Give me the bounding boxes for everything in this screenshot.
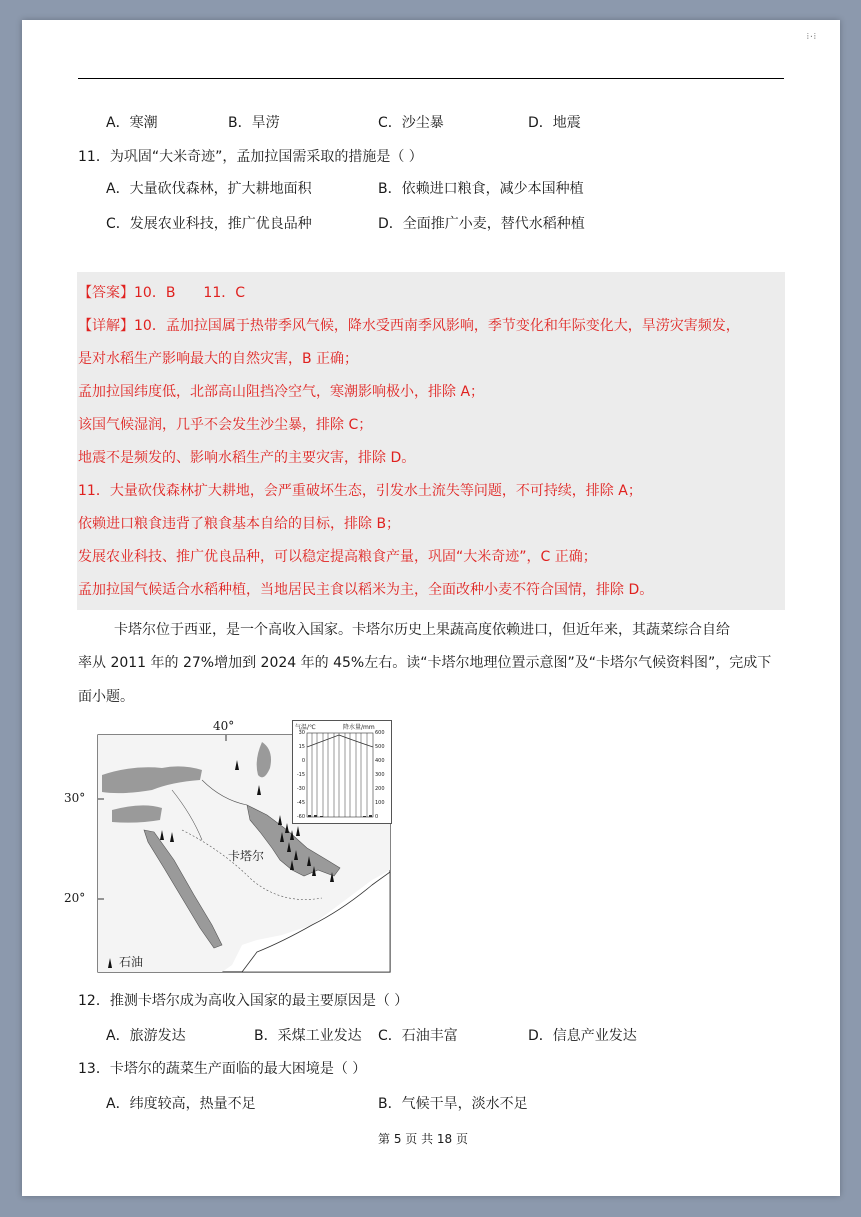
qatar-label: 卡塔尔 bbox=[228, 849, 265, 863]
intro-line: 面小题。 bbox=[78, 689, 134, 705]
answer-detail-line: 孟加拉国纬度低，北部高山阻挡冷空气，寒潮影响极小，排除 A； bbox=[78, 384, 485, 400]
precip-tick-label: 400 bbox=[375, 758, 385, 764]
answer-detail-line: 发展农业科技、推广优良品种，可以稳定提高粮食产量，巩固“大米奇迹”，C 正确； bbox=[78, 549, 597, 565]
climate-temp-title: 气温/℃ bbox=[295, 724, 316, 731]
precip-tick-label: 100 bbox=[375, 800, 385, 806]
precip-tick-label: 200 bbox=[375, 786, 385, 792]
precip-tick-label: 600 bbox=[375, 730, 385, 736]
header-rule bbox=[78, 78, 784, 79]
temp-tick-label: -45 bbox=[296, 800, 305, 806]
temp-tick-label: 0 bbox=[301, 758, 305, 764]
q13-stem: 13．卡塔尔的蔬菜生产面临的最大困境是（ ） bbox=[78, 1061, 367, 1077]
temp-tick-label: 15 bbox=[298, 744, 305, 750]
q11-stem: 11．为巩固“大米奇迹”，孟加拉国需采取的措施是（ ） bbox=[78, 149, 423, 165]
answer-line: 【答案】10．B 11．C bbox=[78, 285, 246, 301]
answer-detail-line: 是对水稻生产影响最大的自然灾害，B 正确； bbox=[78, 351, 359, 367]
q13-option-b: B．气候干旱，淡水不足 bbox=[378, 1096, 528, 1112]
temp-tick-label: -15 bbox=[296, 772, 305, 778]
answer-detail-line: 孟加拉国气候适合水稻种植，当地居民主食以稻米为主，全面改种小麦不符合国情，排除 D。 bbox=[78, 582, 654, 598]
climate-precip-title: 降水量/mm bbox=[343, 724, 375, 731]
q12-stem: 12．推测卡塔尔成为高收入国家的最主要原因是（ ） bbox=[78, 993, 409, 1009]
q10-option-a: A．寒潮 bbox=[106, 115, 158, 131]
intro-line: 率从 2011 年的 27%增加到 2024 年的 45%左右。读“卡塔尔地理位置示意图”及“卡塔尔气候资料图”，完成下 bbox=[78, 655, 772, 671]
precip-tick-label: 0 bbox=[375, 814, 379, 820]
q12-option-a: A．旅游发达 bbox=[106, 1028, 186, 1044]
page-footer: 第 5 页 共 18 页 bbox=[378, 1132, 468, 1146]
answer-detail-line: 11．大量砍伐森林扩大耕地，会严重破坏生态，引发水土流失等问题，不可持续，排除 A； bbox=[78, 483, 642, 499]
q11-option-a: A．大量砍伐森林，扩大耕地面积 bbox=[106, 181, 312, 197]
corner-mark: ⁞·⁞ bbox=[806, 32, 816, 41]
latitude-20-label: 20° bbox=[64, 891, 86, 905]
answer-detail-line: 【详解】10．孟加拉国属于热带季风气候，降水受西南季风影响，季节变化和年际变化大，旱涝灾害频发， bbox=[78, 318, 740, 334]
q12-option-b: B．采煤工业发达 bbox=[254, 1028, 362, 1044]
climate-chart-inset bbox=[292, 720, 392, 824]
longitude-label: 40° bbox=[213, 719, 235, 733]
answer-detail-line: 该国气候湿润，几乎不会发生沙尘暴，排除 C； bbox=[78, 417, 373, 433]
intro-line: 卡塔尔位于西亚，是一个高收入国家。卡塔尔历史上果蔬高度依赖进口，但近年来，其蔬菜综合自给 bbox=[114, 622, 730, 638]
q13-option-a: A．纬度较高，热量不足 bbox=[106, 1096, 256, 1112]
precip-tick-label: 500 bbox=[375, 744, 385, 750]
precip-tick-label: 300 bbox=[375, 772, 385, 778]
document-page bbox=[22, 20, 840, 1196]
temp-tick-label: 30 bbox=[298, 730, 305, 736]
temp-tick-label: -60 bbox=[296, 814, 305, 820]
q11-option-b: B．依赖进口粮食，减少本国种植 bbox=[378, 181, 584, 197]
temp-tick-label: -30 bbox=[296, 786, 305, 792]
q12-option-d: D．信息产业发达 bbox=[528, 1028, 637, 1044]
answer-detail-line: 地震不是频发的、影响水稻生产的主要灾害，排除 D。 bbox=[78, 450, 416, 466]
q11-option-d: D．全面推广小麦，替代水稻种植 bbox=[378, 216, 585, 232]
legend-oil-label: 石油 bbox=[119, 955, 144, 969]
qatar-location-map bbox=[64, 719, 392, 975]
q12-option-c: C．石油丰富 bbox=[378, 1028, 458, 1044]
answer-detail-line: 依赖进口粮食违背了粮食基本自给的目标，排除 B； bbox=[78, 516, 401, 532]
q11-option-c: C．发展农业科技，推广优良品种 bbox=[106, 216, 312, 232]
q10-option-c: C．沙尘暴 bbox=[378, 115, 444, 131]
latitude-30-label: 30° bbox=[64, 791, 86, 805]
q10-option-b: B．旱涝 bbox=[228, 115, 280, 131]
q10-option-d: D．地震 bbox=[528, 115, 581, 131]
